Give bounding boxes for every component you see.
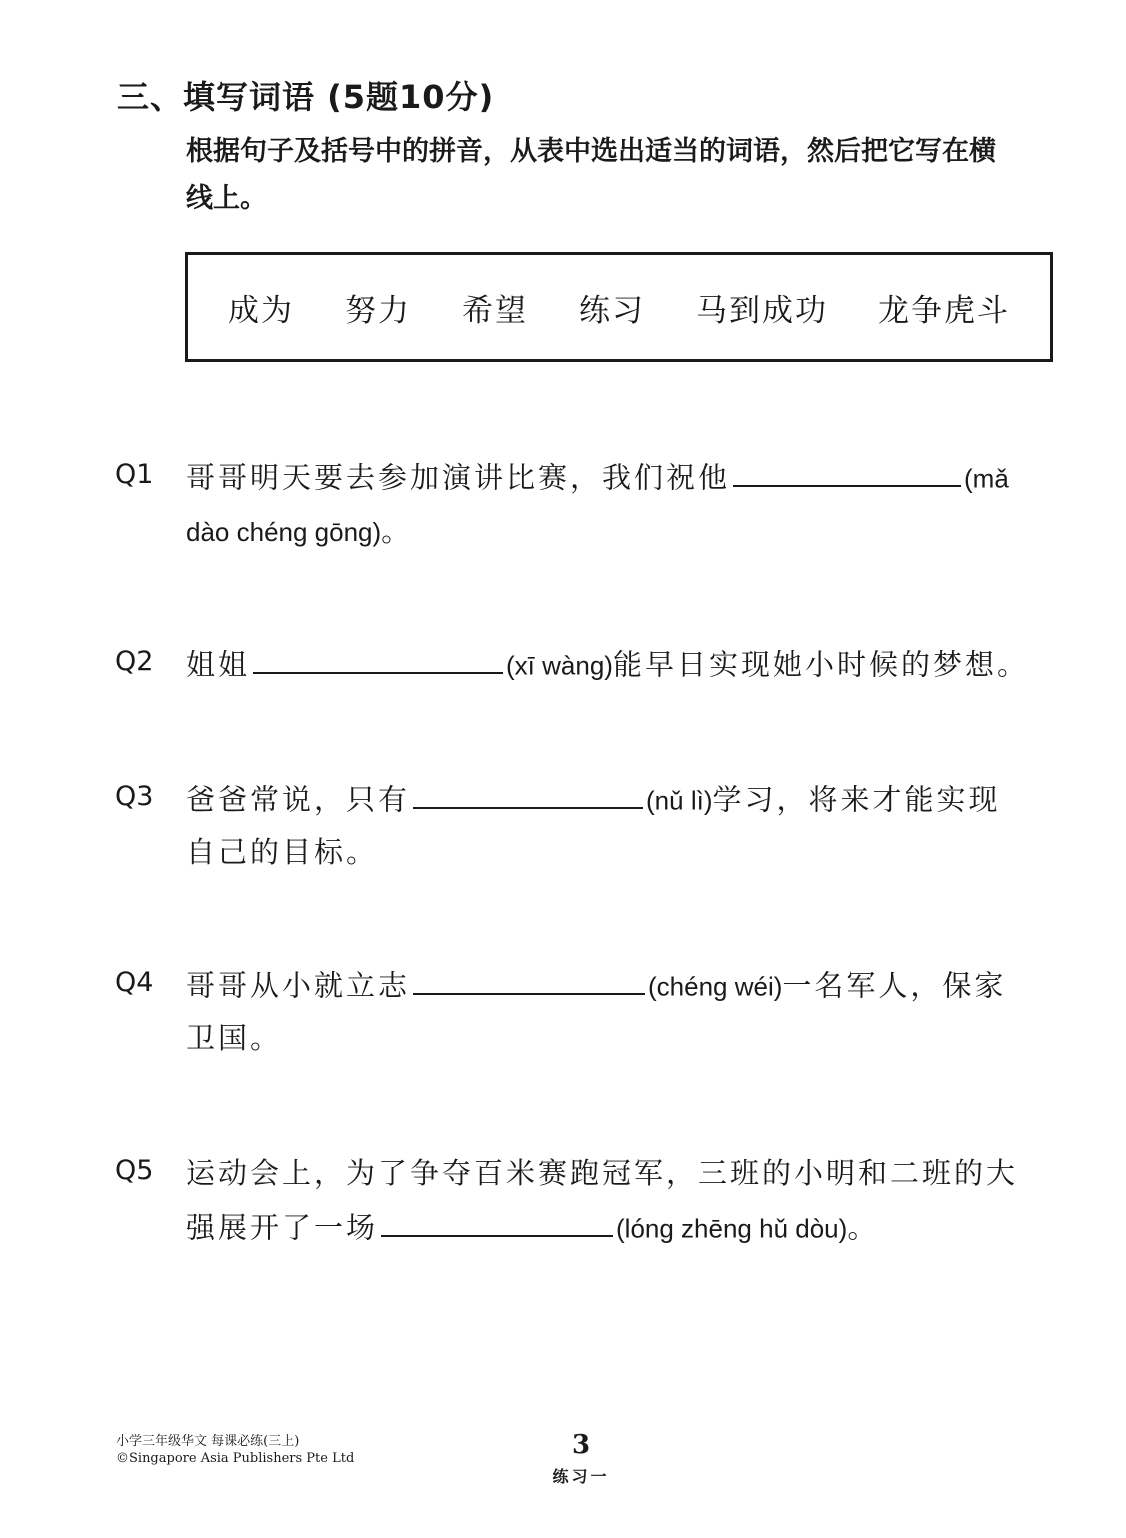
word-bank-box xyxy=(185,252,1053,362)
question-1-line-1 xyxy=(186,455,1009,496)
answer-blank-1[interactable] xyxy=(733,455,961,487)
question-number-2: Q2 xyxy=(115,646,154,677)
word-bank-item: 希望 xyxy=(462,293,528,329)
answer-blank-5[interactable] xyxy=(381,1205,613,1237)
question-5-text-a: 强展开了一场 xyxy=(186,1210,379,1245)
question-2-line-1 xyxy=(186,642,1029,683)
question-number-4: Q4 xyxy=(115,967,154,998)
page-number: 3 xyxy=(571,1430,591,1460)
footer-copyright: ©Singapore Asia Publishers Pte Ltd xyxy=(116,1451,355,1466)
question-3-line-1 xyxy=(186,777,1001,818)
answer-blank-4[interactable] xyxy=(413,963,645,995)
question-4-text-b: 一名军人，保家 xyxy=(782,968,1007,1003)
question-5-line-1: 运动会上，为了争夺百米赛跑冠军，三班的小明和二班的大 xyxy=(186,1156,1019,1190)
answer-blank-3[interactable] xyxy=(413,777,643,809)
question-3-text-a: 爸爸常说，只有 xyxy=(186,782,411,817)
question-1-pinyin-end: dào chéng gōng) xyxy=(186,517,382,547)
question-2-text-a: 姐姐 xyxy=(186,647,251,682)
section-heading: 三、填写词语 (5题10分) xyxy=(117,78,495,116)
instruction-text xyxy=(186,128,1058,222)
question-3-text-b: 学习，将来才能实现 xyxy=(712,782,1001,817)
question-1-end: 。 xyxy=(381,514,414,548)
question-5-end: 。 xyxy=(847,1210,880,1245)
question-4-line-1 xyxy=(186,963,1006,1004)
footer-book-title: 小学三年级华文 每课必练(三上) xyxy=(116,1434,300,1449)
word-bank-item: 练习 xyxy=(579,293,645,329)
question-1-text: 哥哥明天要去参加演讲比赛，我们祝他 xyxy=(186,460,731,495)
question-number-5: Q5 xyxy=(115,1155,154,1186)
question-5-pinyin: (lóng zhēng hǔ dòu) xyxy=(616,1213,848,1244)
word-bank-item: 成为 xyxy=(228,293,294,329)
question-1-line-2 xyxy=(186,509,413,550)
instruction-line-2: 线上。 xyxy=(186,183,267,214)
word-bank-item: 马到成功 xyxy=(696,293,828,329)
question-3-pinyin: (nǔ lì) xyxy=(646,785,713,816)
question-number-1: Q1 xyxy=(115,459,154,490)
exercise-label: 练习一 xyxy=(552,1467,610,1486)
word-bank-item: 龙争虎斗 xyxy=(878,293,1010,329)
question-1-pinyin-start: (mǎ xyxy=(964,463,1009,494)
question-3-line-2: 自己的目标。 xyxy=(186,835,379,869)
question-number-3: Q3 xyxy=(115,781,154,812)
question-4-text-a: 哥哥从小就立志 xyxy=(186,968,411,1003)
instruction-line-1: 根据句子及括号中的拼音，从表中选出适当的词语，然后把它写在横 xyxy=(186,136,996,167)
answer-blank-2[interactable] xyxy=(253,642,503,674)
question-2-text-b: 能早日实现她小时候的梦想。 xyxy=(612,647,1029,682)
word-bank-item: 努力 xyxy=(345,293,411,329)
question-2-pinyin: (xī wàng) xyxy=(506,650,613,681)
question-4-pinyin: (chéng wéi) xyxy=(648,971,783,1002)
question-5-line-2 xyxy=(186,1205,879,1246)
question-4-line-2: 卫国。 xyxy=(186,1021,283,1055)
